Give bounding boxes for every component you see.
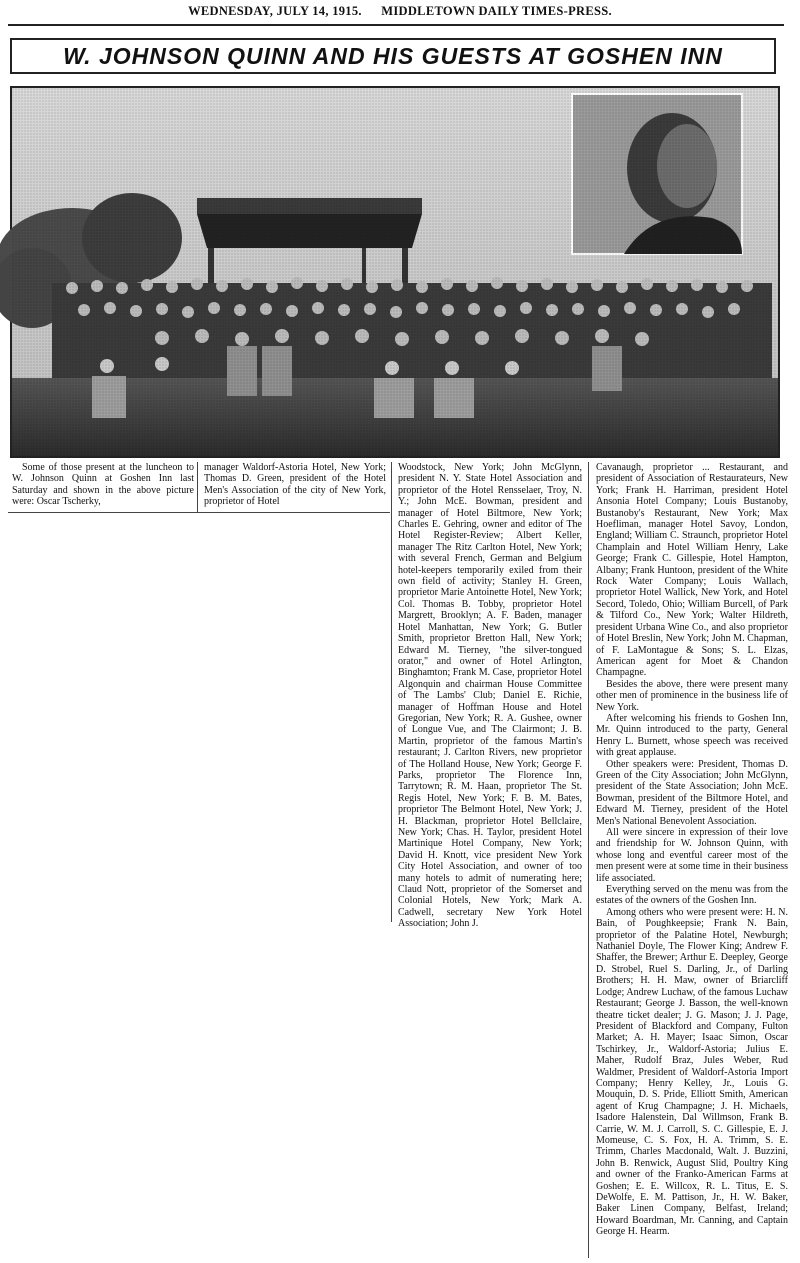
paragraph-besides: Besides the above, there were present many other men of prominence in the business life of New York. [596,678,788,713]
masthead-paper: MIDDLETOWN DAILY TIMES-PRESS. [381,4,612,18]
column-rule-3 [588,462,589,1258]
group-photo [10,86,780,458]
masthead [0,4,800,22]
caption-intro: Some of those present at the luncheon to W. Johnson Quinn at Goshen Inn last Saturday and shown in the above picture were: Oscar Tscherky, [12,462,194,508]
column-4 [596,462,788,1258]
column-1 [12,462,194,510]
headline-box [10,38,776,74]
headline: W. JOHNSON QUINN AND HIS GUESTS AT GOSHEN INN [63,42,723,69]
masthead-date: WEDNESDAY, JULY 14, 1915. [188,4,362,18]
column-rule-1 [197,462,198,512]
paragraph-menu: Everything served on the menu was from the estates of the owners of the Goshen Inn. [596,884,788,907]
masthead-rule [8,24,784,26]
paragraph-speakers: Other speakers were: President, Thomas D. Green of the City Association; John McGlynn, president of the State Association; John McE. Bowman, president of the Biltmore Hotel, and Edward M. Tierney, president of the Hotel Men's National Benevolent Association. [596,758,788,827]
guest-list-part-1: Woodstock, New York; John McGlynn, president N. Y. State Hotel Association and proprietor of the Hotel Rensselaer, Troy, N. Y.; John McE. Bowman, president and manager of Hotel Biltmore, New York; Charles E. Gehring, owner and editor of The Hotel Register-Review; Albert Keller, manager The Ritz Carlton Hotel, New York; with several French, German and Belgium hotel-keepers temporarily exiled from their own field of activity; Stanley H. Green, proprietor Marie Antoinette Hotel, New York; Col. Thomas B. Tobby, proprietor Hotel Margrett, Brooklyn; A. F. Baden, manager Hotel Manhattan, New York; G. Butler Smith, proprietor Bretton Hall, New York; Edward M. Tierney, "the silver-tongued orator," and owner of Hotel Arlington, Binghamton; Frank M. Case, proprietor Hotel Algonquin and chairman House Committee of The Lambs' Club; Daniel E. Richie, manager of Hoffman House and Hotel Gregorian, New York; R. A. Gushee, owner of Longue Vue, and The Clairmont; J. B. Martin, proprietor of the famous Martin's restaurant; J. Carlton Rivers, new proprietor of The Holland House, New York; George F. Parks, proprietor The Florence Inn, Tarrytown; R. M. Haan, proprietor The St. Regis Hotel, New York; F. B. M. Bates, proprietor The Belmont Hotel, New York; J. H. Blackman, proprietor Hotel Bellclaire, New York; Chas. H. Taylor, president Hotel Martinique Hotel Company, New York; David H. Knott, vice president New York City Hotel Association, and owner of too many hotels to admit of numerating here; Claud Nott, proprietor of the Somerset and Colonial Hotels, New York; Mark A. Cadwell, secretary New York Hotel Association; John J. [398,462,582,930]
paragraph-others: Among others who were present were: H. N. Bain, of Poughkeepsie; Frank N. Bain, proprietor of the Palatine Hotel, Newburgh; Nathaniel Doyle, The Flower King; Andrew F. Shaffer, the Brewer; Arthur E. Deepley, George D. Strobel, Ruel S. Darling, Jr., of Darling Brothers; H. H. Maw, owner of Briarcliff Lodge; Andrew Luchaw, of the famous Luchaw Restaurant; George J. Basson, the well-known theatre ticket dealer; J. G. Mason; J. J. Page, President of Blackford and Company, Fulton Market; A. H. Mayer; Isaac Simon, Oscar Tschirkey, Jr., Waldorf-Astoria; Julius E. Maher, Rudolf Braz, Jules Weber, Rud Waldmer, President of Waldorf-Astoria Import Company; Henry Kelley, Jr., Louis G. Mouquin, D. S. Pride, Elliott Smith, American agent of Krug Champagne; J. H. Michaels, Isadore Halenstein, Dal Willmson, Frank B. Carrie, W. M. J. Carroll, S. C. Gillespie, E. J. Momeuse, C. S. Fox, H. A. Trimm, S. E. Trimm, Charles Macdonald, Walt. J. Buzzini, John B. Renwick, August Slid, Poultry King and owner of the Franko-American Farms at Goshen; E. E. Willcox, R. L. Titus, E. S. DeWolfe, E. M. Pattison, Jr., H. W. Baker, Baker Linen Company, Belfast, Ireland; Howard Boardman, Mr. Canning, and Captain George H. Hearm. [596,906,788,1238]
paragraph-welcome: After welcoming his friends to Goshen Inn, Mr. Quinn introduced to the party, General Henry L. Burnett, whose speech was received with great applause. [596,712,788,759]
paragraph-sincere: All were sincere in expression of their love and friendship for W. Johnson Quinn, with whose long and eventful career most of the men present were at some time in their business life associated. [596,827,788,884]
column-3 [398,462,582,930]
group-photo-image [12,88,778,456]
column-rule-2 [391,462,392,922]
column-2 [204,462,386,510]
caption-continued: manager Waldorf-Astoria Hotel, New York; Thomas D. Green, president of the Hotel Men's Association of the city of New York, proprietor of Hotel [204,462,386,508]
guest-list-part-2: Cavanaugh, proprietor ... Restaurant, and president of Association of Restaurateurs, New York; Frank H. Harriman, president Hotel Ansonia Hotel Company; Louis Bustanoby, Bustanoby's Restaurant, New York; Max Hoefliman, manager Hotel Savoy, London, England; William C. Straunch, proprietor Hotel Champlain and Hotel William Henry, Lake George; Frank C. Gillespie, Hotel Hampton, Albany; Frank Huntoon, president of the White Rock Water Company; Louis Wallach, proprietor Hotel Wallick, New York, and Hotel Secord, Toledo, Ohio; William Burcell, of Park & Tilford Co., New York; Walter Hildreth, president Urbana Wine Co., and also proprietor of Hotel Breslin, New York; John M. Chapman, of F. LaMontague & Sons; S. L. Elzas, American agent for Moet & Chandon Champagne. [596,462,788,679]
divider-under-intro [8,512,390,513]
